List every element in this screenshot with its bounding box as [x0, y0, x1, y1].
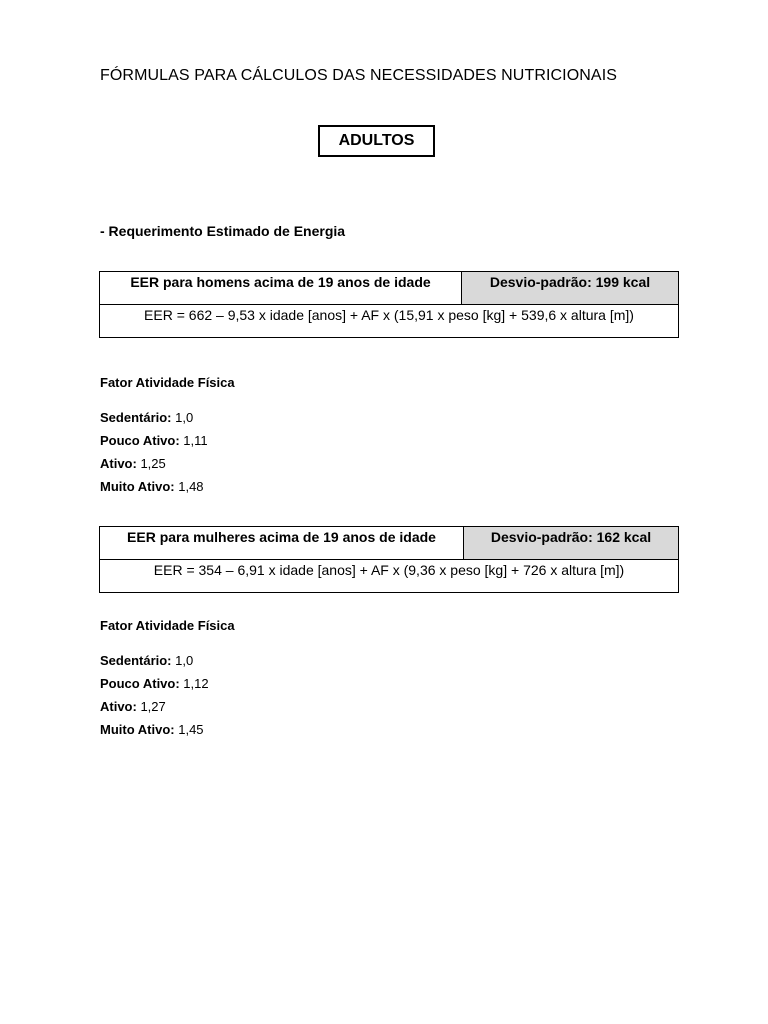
activity-factor-list-women	[100, 653, 209, 745]
eer-table-women	[99, 526, 679, 593]
list-item	[100, 722, 209, 745]
eer-women-deviation: Desvio-padrão: 162 kcal	[464, 527, 679, 560]
factor-label: Pouco Ativo:	[100, 433, 180, 448]
list-item	[100, 433, 208, 456]
factor-label: Ativo:	[100, 699, 137, 714]
table-formula-row	[100, 305, 679, 338]
list-item	[100, 653, 209, 676]
list-item	[100, 699, 209, 722]
eer-women-header: EER para mulheres acima de 19 anos de idade	[100, 527, 464, 560]
factor-label: Muito Ativo:	[100, 479, 175, 494]
list-item	[100, 456, 208, 479]
factor-value: 1,0	[171, 653, 194, 668]
section-title-box	[318, 125, 435, 157]
activity-factor-list-men	[100, 410, 208, 502]
factor-value: 1,48	[174, 479, 204, 494]
factor-value: 1,11	[179, 433, 208, 448]
factor-label: Pouco Ativo:	[100, 676, 180, 691]
factor-value: 1,27	[136, 699, 166, 714]
list-item	[100, 410, 208, 433]
document-title: FÓRMULAS PARA CÁLCULOS DAS NECESSIDADES NUTRICIONAIS	[100, 67, 618, 84]
activity-factor-heading-men: Fator Atividade Física	[100, 375, 235, 390]
factor-label: Ativo:	[100, 456, 137, 471]
factor-label: Muito Ativo:	[100, 722, 175, 737]
eer-men-header: EER para homens acima de 19 anos de idade	[100, 272, 462, 305]
list-item	[100, 479, 208, 502]
eer-men-formula: EER = 662 – 9,53 x idade [anos] + AF x (15,91 x peso [kg] + 539,6 x altura [m])	[100, 305, 679, 338]
list-item	[100, 676, 209, 699]
factor-value: 1,0	[171, 410, 194, 425]
factor-value: 1,12	[179, 676, 209, 691]
factor-label: Sedentário:	[100, 653, 172, 668]
energy-requirement-heading: - Requerimento Estimado de Energia	[100, 223, 346, 239]
eer-women-formula: EER = 354 – 6,91 x idade [anos] + AF x (9,36 x peso [kg] + 726 x altura [m])	[100, 560, 679, 593]
section-title: ADULTOS	[338, 132, 415, 149]
factor-value: 1,45	[174, 722, 204, 737]
table-header-row	[100, 527, 679, 560]
table-formula-row	[100, 560, 679, 593]
factor-value: 1,25	[136, 456, 166, 471]
factor-label: Sedentário:	[100, 410, 172, 425]
table-header-row	[100, 272, 679, 305]
activity-factor-heading-women: Fator Atividade Física	[100, 618, 235, 633]
eer-men-deviation: Desvio-padrão: 199 kcal	[462, 272, 679, 305]
eer-table-men	[99, 271, 679, 338]
